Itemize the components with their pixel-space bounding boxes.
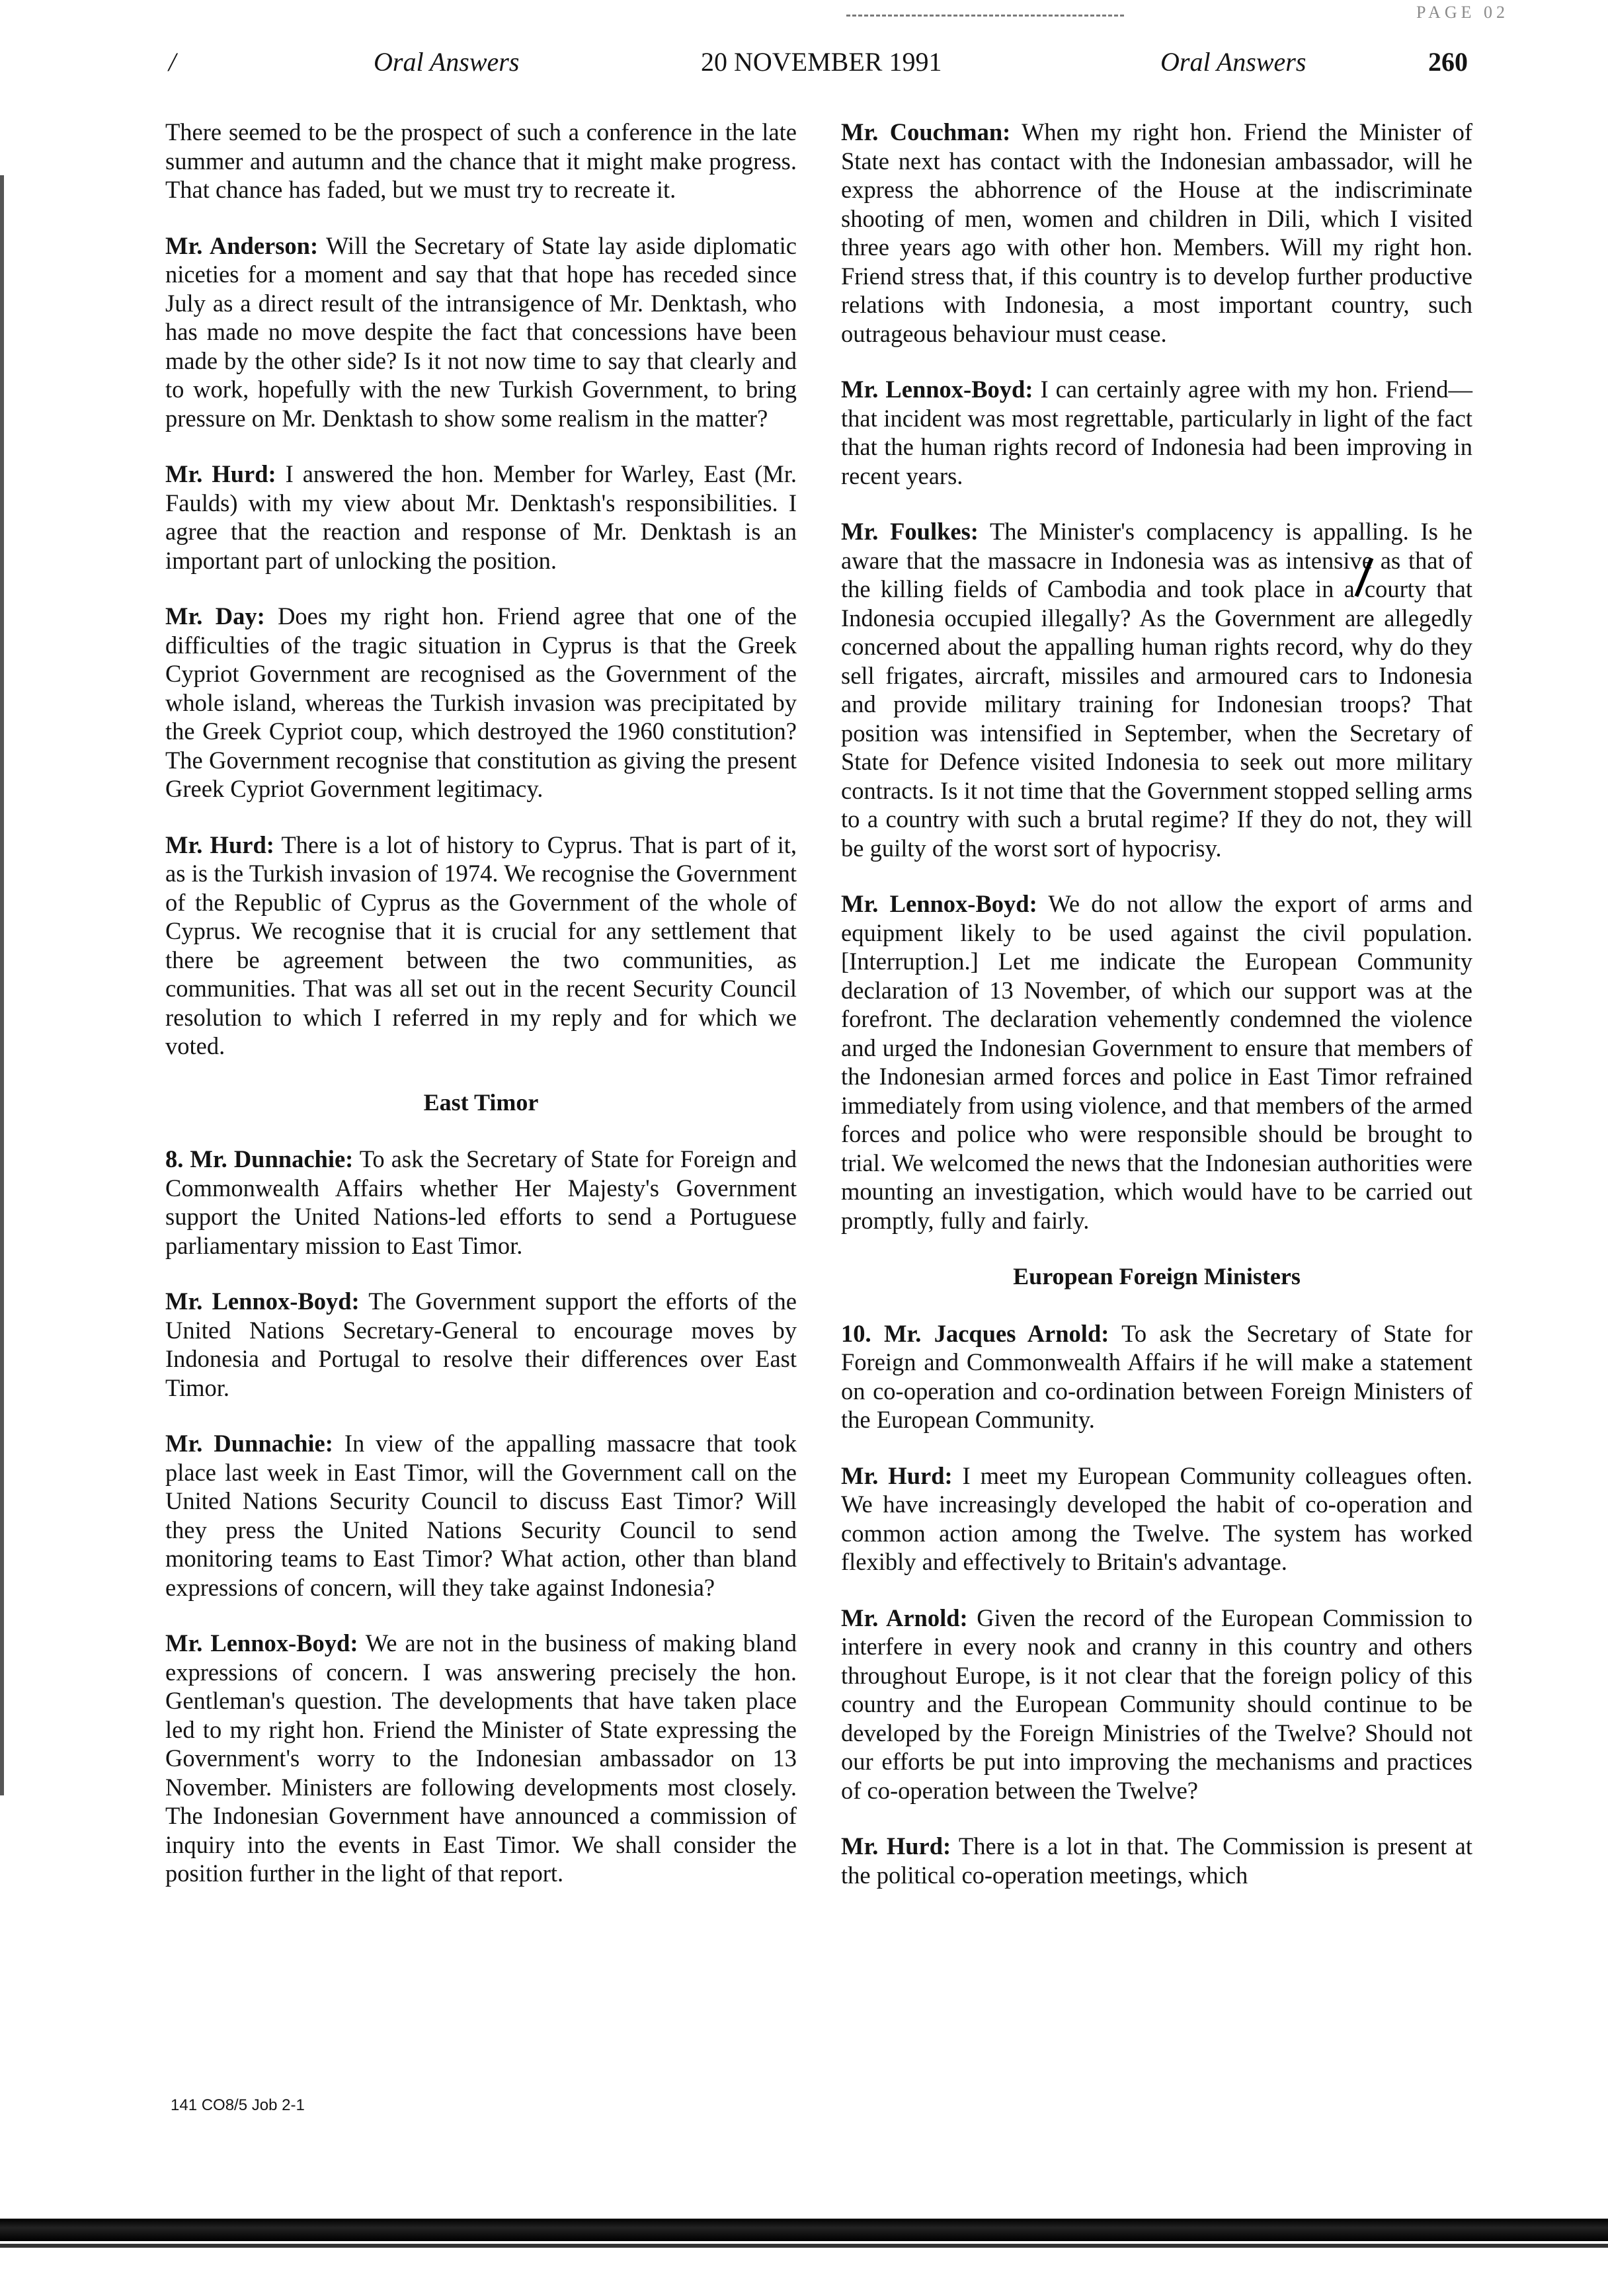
speaker-name: Mr. Day: bbox=[165, 602, 265, 630]
paragraph-text: To ask the Secretary of State for Foreign and Commonwealth Affairs whether Her Majesty's Government support the United Nations-led efforts to send a Portuguese parliamentary mission to East Timor. bbox=[165, 1145, 797, 1259]
page-header bbox=[169, 46, 1498, 86]
paragraph bbox=[841, 1461, 1472, 1577]
paragraph bbox=[165, 118, 797, 204]
paragraph-text: When my right hon. Friend the Minister of State next has contact with the Indonesian ambassador, will he express the abhorrence of the House at the indiscriminate shooting of men, women and children in Dili, which I visited three years ago with other hon. Members. Will my right hon. Friend stress that, if this country is to develop further productive relations with Indonesia, a most important country, such outrageous behaviour must cease. bbox=[841, 118, 1472, 347]
paragraph bbox=[165, 460, 797, 575]
paragraph bbox=[165, 1629, 797, 1888]
speaker-name: Mr. Anderson: bbox=[165, 231, 319, 259]
paragraph bbox=[841, 517, 1472, 862]
speaker-name: Mr. Hurd: bbox=[841, 1461, 953, 1489]
footer-reference: 141 CO8/5 Job 2-1 bbox=[171, 2096, 305, 2114]
paragraph bbox=[841, 1832, 1472, 1889]
paragraph-text: I meet my European Community colleagues often. We have increasingly developed the habit of co-operation and common action among the Twelve. The system has worked flexibly and effectively to Britain's advantage. bbox=[841, 1461, 1472, 1575]
tick-mark: / bbox=[169, 47, 177, 77]
scan-artifact-line bbox=[846, 15, 1124, 17]
speaker-name: Mr. Hurd: bbox=[165, 831, 274, 858]
speaker-name: Mr. Lennox-Boyd: bbox=[165, 1288, 360, 1315]
speaker-name: 10. Mr. Jacques Arnold: bbox=[841, 1319, 1109, 1347]
paragraph bbox=[841, 375, 1472, 490]
paragraph-text: Given the record of the European Commission to interfere in every nook and cranny in this country and others throughout Europe, is it not clear that the foreign policy of this country and the European Community should continue to be developed by the Foreign Ministries of the Twelve? Should not our efforts be put into improving the mechanisms and practices of co-operation between the Twelve? bbox=[841, 1604, 1472, 1804]
speaker-name: Mr. Lennox-Boyd: bbox=[841, 890, 1037, 917]
paragraph bbox=[841, 118, 1472, 348]
page-number: 260 bbox=[1428, 47, 1468, 77]
speaker-name: Mr. Foulkes: bbox=[841, 518, 979, 545]
speaker-name: Mr. Couchman: bbox=[841, 118, 1011, 145]
header-left-title: Oral Answers bbox=[374, 47, 520, 77]
right-column bbox=[841, 118, 1472, 1916]
paragraph-text: I can certainly agree with my hon. Friend—that incident was most regrettable, particularly in light of the fact that the human rights record of Indonesia had been improving in recent years. bbox=[841, 376, 1472, 489]
paragraph bbox=[841, 1319, 1472, 1434]
header-date: 20 NOVEMBER 1991 bbox=[701, 47, 942, 77]
speaker-name: Mr. Arnold: bbox=[841, 1604, 968, 1631]
left-column bbox=[165, 118, 797, 1915]
paragraph bbox=[165, 231, 797, 433]
paragraph-text: There is a lot in that. The Commission is present at the political co-operation meetings, which bbox=[841, 1832, 1472, 1889]
speaker-name: Mr. Lennox-Boyd: bbox=[841, 376, 1033, 403]
corner-page-mark: PAGE 02 bbox=[1416, 3, 1509, 22]
section-heading-east-timor: East Timor bbox=[423, 1088, 539, 1116]
paragraph bbox=[165, 1145, 797, 1260]
scan-bottom-bar bbox=[0, 2219, 1608, 2241]
scan-bottom-line bbox=[0, 2244, 1608, 2248]
paragraph bbox=[165, 1287, 797, 1402]
paragraph-text: The Minister's complacency is appalling. Is he aware that the massacre in Indonesia was as intensive as that of the killing fields of Cambodia and took place in a courty that Indonesia occupied illegally? As the Government are allegedly concerned about the appalling human rights record, why do they sell frigates, aircraft, missiles and armoured cars to Indonesia and provide military training for Indonesian troops? That position was intensified in September, when the Secretary of State for Defence visited Indonesia to seek out more military contracts. Is it not time that the Government stopped selling arms to a country with such a brutal regime? If they do not, they will be guilty of the worst sort of hypocrisy. bbox=[841, 518, 1472, 862]
paragraph-text: The Government support the efforts of the United Nations Secretary-General to encourage moves by Indonesia and Portugal to resolve their differences over East Timor. bbox=[165, 1288, 797, 1401]
paragraph bbox=[165, 831, 797, 1061]
section-heading-european-foreign-ministers: European Foreign Ministers bbox=[1013, 1263, 1301, 1290]
paragraph bbox=[165, 1429, 797, 1602]
paragraph-text: To ask the Secretary of State for Foreign and Commonwealth Affairs if he will make a statement on co-operation and co-ordination between Foreign Ministers of the European Community. bbox=[841, 1319, 1472, 1433]
header-right-title: Oral Answers bbox=[1160, 47, 1306, 77]
paragraph-text: There seemed to be the prospect of such a conference in the late summer and autumn and the chance that it might make progress. That chance has faded, but we must try to recreate it. bbox=[165, 118, 797, 203]
paragraph-text: There is a lot of history to Cyprus. That is part of it, as is the Turkish invasion of 1974. We recognise the Government of the Republic of Cyprus as the Government of the whole of Cyprus. We recognise that it is crucial for any settlement that there be agreement between the two communities, as communities. That was all set out in the recent Security Council resolution to which I referred in my reply and for which we voted. bbox=[165, 831, 797, 1059]
speaker-name: 8. Mr. Dunnachie: bbox=[165, 1145, 354, 1172]
paragraph-text: We are not in the business of making bland expressions of concern. I was answering precisely the hon. Gentleman's question. The developments that have taken place led to my right hon. Friend the Minister of State expressing the Government's worry to the Indonesian ambassador on 13 November. Ministers are following developments most closely. The Indonesian Government have announced a commission of inquiry into the events in East Timor. We shall consider the position further in the light of that report. bbox=[165, 1629, 797, 1887]
paragraph-text: Does my right hon. Friend agree that one of the difficulties of the tragic situation in Cyprus is that the Greek Cypriot Government are recognised as the Government of the whole island, whereas the Turkish invasion was precipitated by the Greek Cypriot coup, which destroyed the 1960 constitution? The Government recognise that constitution as giving the present Greek Cypriot Government legitimacy. bbox=[165, 602, 797, 802]
paragraph bbox=[841, 889, 1472, 1235]
paragraph-text: I answered the hon. Member for Warley, East (Mr. Faulds) with my view about Mr. Denktash's responsibilities. I agree that the reaction and response of Mr. Denktash is an important part of unlocking the position. bbox=[165, 460, 797, 574]
speaker-name: Mr. Hurd: bbox=[841, 1832, 951, 1860]
speaker-name: Mr. Lennox-Boyd: bbox=[165, 1629, 358, 1657]
scan-edge-bar bbox=[0, 175, 4, 1795]
paragraph-text: We do not allow the export of arms and equipment likely to be used against the civil population. [Interruption.] Let me indicate the European Community declaration of 13 November, of which our support was at the forefront. The declaration vehemently condemned the violence and urged the Indonesian Government to ensure that members of the Indonesian armed forces and police in East Timor refrained immediately from using violence, and that members of the armed forces and police who were responsible should be brought to trial. We welcomed the news that the Indonesian authorities were mounting an investigation, which would have to be carried out promptly, fully and fairly. bbox=[841, 890, 1473, 1234]
paragraph bbox=[165, 602, 797, 803]
paragraph bbox=[841, 1604, 1472, 1805]
speaker-name: Mr. Hurd: bbox=[165, 460, 276, 487]
paragraph-text: In view of the appalling massacre that took place last week in East Timor, will the Government call on the United Nations Security Council to discuss East Timor? Will they press the United Nations Security Council to send monitoring teams to East Timor? What action, other than bland expressions of concern, will they take against Indonesia? bbox=[165, 1430, 797, 1601]
paragraph-text: Will the Secretary of State lay aside diplomatic niceties for a moment and say that that hope has receded since July as a direct result of the intransigence of Mr. Denktash, who has made no move despite the fact that concessions have been made by the other side? Is it not now time to say that clearly and to work, hopefully with the new Turkish Government, to bring pressure on Mr. Denktash to show some realism in the matter? bbox=[165, 231, 797, 432]
speaker-name: Mr. Dunnachie: bbox=[165, 1430, 333, 1457]
